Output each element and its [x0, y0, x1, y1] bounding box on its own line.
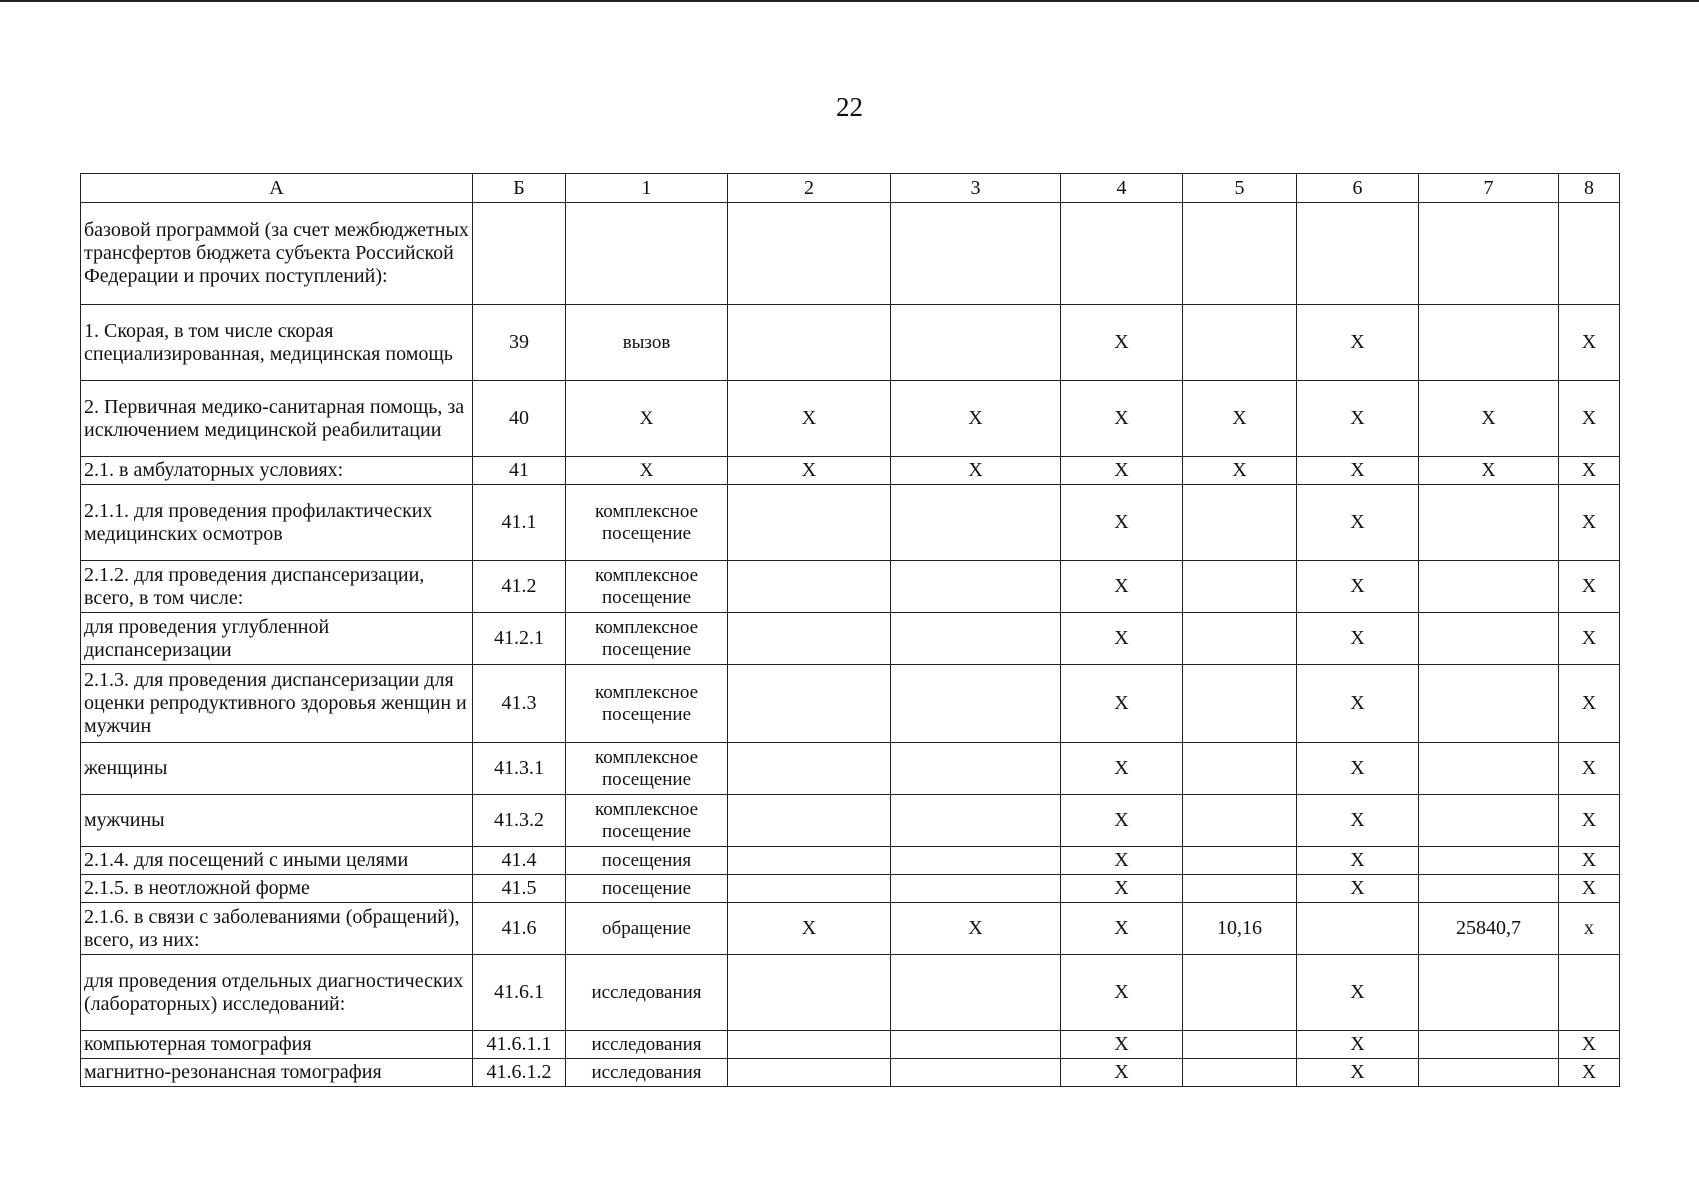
value-cell	[891, 1031, 1061, 1059]
row-name-cell: 2. Первичная медико-санитарная помощь, за исключением медицинской реабилитации	[81, 381, 473, 457]
value-cell	[1419, 1031, 1559, 1059]
row-name-cell: 2.1.1. для проведения профилактических медицинских осмотров	[81, 485, 473, 561]
value-cell	[1419, 203, 1559, 305]
value-cell: Х	[1061, 485, 1183, 561]
value-cell: 10,16	[1183, 903, 1297, 955]
value-cell	[1183, 743, 1297, 795]
value-cell: Х	[1297, 743, 1419, 795]
unit-cell: комплексное посещение	[566, 485, 728, 561]
value-cell	[891, 1059, 1061, 1087]
value-cell: Х	[891, 903, 1061, 955]
row-code-cell: 41.3.1	[473, 743, 566, 795]
value-cell: Х	[1061, 305, 1183, 381]
value-cell: Х	[1559, 561, 1620, 613]
unit-cell: вызов	[566, 305, 728, 381]
value-cell	[1183, 1031, 1297, 1059]
value-cell	[1559, 203, 1620, 305]
value-cell	[1419, 305, 1559, 381]
table-row	[81, 1031, 1620, 1059]
unit-cell: комплексное посещение	[566, 795, 728, 847]
value-cell	[1183, 485, 1297, 561]
unit-cell: комплексное посещение	[566, 561, 728, 613]
row-name-cell: магнитно-резонансная томография	[81, 1059, 473, 1087]
column-header: 7	[1419, 174, 1559, 203]
value-cell	[891, 665, 1061, 743]
value-cell	[891, 203, 1061, 305]
row-code-cell: 41.6.1.1	[473, 1031, 566, 1059]
row-name-cell: женщины	[81, 743, 473, 795]
value-cell	[1183, 795, 1297, 847]
column-header: 1	[566, 174, 728, 203]
table-row	[81, 847, 1620, 875]
value-cell	[1419, 485, 1559, 561]
value-cell: Х	[1061, 847, 1183, 875]
column-header: А	[81, 174, 473, 203]
row-name-cell: для проведения углубленной диспансеризации	[81, 613, 473, 665]
row-name-cell: мужчины	[81, 795, 473, 847]
value-cell: Х	[1559, 795, 1620, 847]
row-code-cell: 40	[473, 381, 566, 457]
row-code-cell: 41.6.1.2	[473, 1059, 566, 1087]
value-cell: Х	[1297, 1059, 1419, 1087]
value-cell	[728, 1031, 891, 1059]
value-cell	[891, 561, 1061, 613]
row-code-cell: 41.4	[473, 847, 566, 875]
value-cell	[1183, 561, 1297, 613]
table-row	[81, 875, 1620, 903]
value-cell	[728, 847, 891, 875]
value-cell: Х	[1297, 381, 1419, 457]
value-cell: Х	[728, 903, 891, 955]
value-cell: Х	[1061, 743, 1183, 795]
table-row	[81, 305, 1620, 381]
value-cell: Х	[891, 457, 1061, 485]
value-cell: Х	[1297, 847, 1419, 875]
value-cell: Х	[1061, 955, 1183, 1031]
value-cell: Х	[1061, 561, 1183, 613]
value-cell	[891, 485, 1061, 561]
row-code-cell: 41.6	[473, 903, 566, 955]
value-cell: Х	[1297, 795, 1419, 847]
table-row	[81, 561, 1620, 613]
unit-cell: обращение	[566, 903, 728, 955]
value-cell: Х	[1061, 875, 1183, 903]
unit-cell: исследования	[566, 955, 728, 1031]
value-cell: Х	[1297, 305, 1419, 381]
column-header: 8	[1559, 174, 1620, 203]
row-code-cell: 41.3.2	[473, 795, 566, 847]
value-cell: Х	[728, 457, 891, 485]
table-row	[81, 1059, 1620, 1087]
table-row	[81, 381, 1620, 457]
value-cell	[1419, 955, 1559, 1031]
unit-cell: комплексное посещение	[566, 613, 728, 665]
value-cell	[728, 561, 891, 613]
value-cell	[1419, 875, 1559, 903]
unit-cell: Х	[566, 457, 728, 485]
value-cell	[728, 955, 891, 1031]
value-cell: Х	[1559, 1031, 1620, 1059]
value-cell	[1297, 203, 1419, 305]
value-cell: 25840,7	[1419, 903, 1559, 955]
value-cell	[1183, 955, 1297, 1031]
page-number: 22	[836, 92, 863, 122]
value-cell	[1183, 613, 1297, 665]
value-cell	[891, 955, 1061, 1031]
row-code-cell: 41	[473, 457, 566, 485]
value-cell: Х	[1297, 485, 1419, 561]
column-header: 5	[1183, 174, 1297, 203]
value-cell	[1061, 203, 1183, 305]
value-cell	[891, 795, 1061, 847]
value-cell	[891, 847, 1061, 875]
row-name-cell: 2.1.5. в неотложной форме	[81, 875, 473, 903]
row-name-cell: для проведения отдельных диагностических (лабораторных) исследований:	[81, 955, 473, 1031]
column-header: 2	[728, 174, 891, 203]
table-row	[81, 203, 1620, 305]
table-row	[81, 743, 1620, 795]
table-header-row	[81, 174, 1620, 203]
value-cell	[728, 305, 891, 381]
value-cell	[1183, 1059, 1297, 1087]
value-cell: Х	[1297, 875, 1419, 903]
value-cell: Х	[1061, 665, 1183, 743]
value-cell: Х	[1297, 457, 1419, 485]
column-header: 3	[891, 174, 1061, 203]
column-header: 4	[1061, 174, 1183, 203]
value-cell: Х	[1559, 875, 1620, 903]
value-cell	[1419, 561, 1559, 613]
value-cell: Х	[1559, 485, 1620, 561]
value-cell	[728, 743, 891, 795]
value-cell	[891, 875, 1061, 903]
value-cell: Х	[1061, 457, 1183, 485]
value-cell: Х	[1559, 381, 1620, 457]
value-cell: Х	[1559, 665, 1620, 743]
table-row	[81, 457, 1620, 485]
value-cell	[1297, 903, 1419, 955]
value-cell	[891, 613, 1061, 665]
value-cell: Х	[1061, 381, 1183, 457]
value-cell: Х	[1297, 1031, 1419, 1059]
value-cell: Х	[1559, 457, 1620, 485]
row-code-cell: 41.5	[473, 875, 566, 903]
row-code-cell: 41.3	[473, 665, 566, 743]
value-cell	[1183, 665, 1297, 743]
column-header: 6	[1297, 174, 1419, 203]
value-cell: Х	[1061, 1031, 1183, 1059]
value-cell	[1419, 665, 1559, 743]
value-cell	[1419, 795, 1559, 847]
unit-cell: посещения	[566, 847, 728, 875]
value-cell: Х	[1419, 457, 1559, 485]
unit-cell: комплексное посещение	[566, 665, 728, 743]
unit-cell: исследования	[566, 1059, 728, 1087]
value-cell	[891, 305, 1061, 381]
scan-top-edge	[0, 0, 1699, 2]
row-code-cell	[473, 203, 566, 305]
value-cell	[728, 1059, 891, 1087]
unit-cell: Х	[566, 381, 728, 457]
value-cell: Х	[1297, 561, 1419, 613]
row-name-cell: 2.1.2. для проведения диспансеризации, всего, в том числе:	[81, 561, 473, 613]
row-code-cell: 41.6.1	[473, 955, 566, 1031]
value-cell	[728, 665, 891, 743]
value-cell	[728, 485, 891, 561]
table-row	[81, 665, 1620, 743]
value-cell: Х	[1419, 381, 1559, 457]
table-body	[81, 203, 1620, 1087]
value-cell: Х	[1559, 305, 1620, 381]
value-cell: Х	[1559, 1059, 1620, 1087]
value-cell: Х	[1297, 955, 1419, 1031]
value-cell: Х	[891, 381, 1061, 457]
table-row	[81, 485, 1620, 561]
table-row	[81, 795, 1620, 847]
value-cell	[1183, 875, 1297, 903]
value-cell: Х	[728, 381, 891, 457]
value-cell: Х	[1559, 613, 1620, 665]
unit-cell: комплексное посещение	[566, 743, 728, 795]
unit-cell: посещение	[566, 875, 728, 903]
value-cell: Х	[1559, 847, 1620, 875]
row-code-cell: 41.2.1	[473, 613, 566, 665]
row-name-cell: 1. Скорая, в том числе скорая специализированная, медицинская помощь	[81, 305, 473, 381]
indicators-table	[80, 173, 1620, 1087]
column-header: Б	[473, 174, 566, 203]
row-name-cell: 2.1.4. для посещений с иными целями	[81, 847, 473, 875]
row-name-cell: 2.1. в амбулаторных условиях:	[81, 457, 473, 485]
value-cell: Х	[1061, 1059, 1183, 1087]
value-cell: Х	[1297, 613, 1419, 665]
value-cell: Х	[1061, 903, 1183, 955]
unit-cell: исследования	[566, 1031, 728, 1059]
value-cell	[728, 795, 891, 847]
table-row	[81, 955, 1620, 1031]
value-cell: Х	[1061, 795, 1183, 847]
value-cell: х	[1559, 903, 1620, 955]
value-cell	[1183, 305, 1297, 381]
value-cell: Х	[1183, 381, 1297, 457]
value-cell	[1183, 847, 1297, 875]
value-cell: Х	[1297, 665, 1419, 743]
value-cell	[891, 743, 1061, 795]
row-name-cell: 2.1.6. в связи с заболеваниями (обращений), всего, из них:	[81, 903, 473, 955]
row-name-cell: компьютерная томография	[81, 1031, 473, 1059]
value-cell	[728, 875, 891, 903]
value-cell: Х	[1061, 613, 1183, 665]
value-cell: Х	[1559, 743, 1620, 795]
row-code-cell: 41.2	[473, 561, 566, 613]
value-cell	[1419, 613, 1559, 665]
row-code-cell: 39	[473, 305, 566, 381]
unit-cell	[566, 203, 728, 305]
value-cell	[1419, 847, 1559, 875]
table-row	[81, 903, 1620, 955]
value-cell	[1183, 203, 1297, 305]
row-name-cell: 2.1.3. для проведения диспансеризации для оценки репродуктивного здоровья женщин и мужчин	[81, 665, 473, 743]
value-cell	[1559, 955, 1620, 1031]
value-cell	[1419, 1059, 1559, 1087]
value-cell	[728, 203, 891, 305]
value-cell	[728, 613, 891, 665]
value-cell: Х	[1183, 457, 1297, 485]
row-name-cell: базовой программой (за счет межбюджетных трансфертов бюджета субъекта Российской Федерации и прочих поступлений):	[81, 203, 473, 305]
row-code-cell: 41.1	[473, 485, 566, 561]
value-cell	[1419, 743, 1559, 795]
table-row	[81, 613, 1620, 665]
